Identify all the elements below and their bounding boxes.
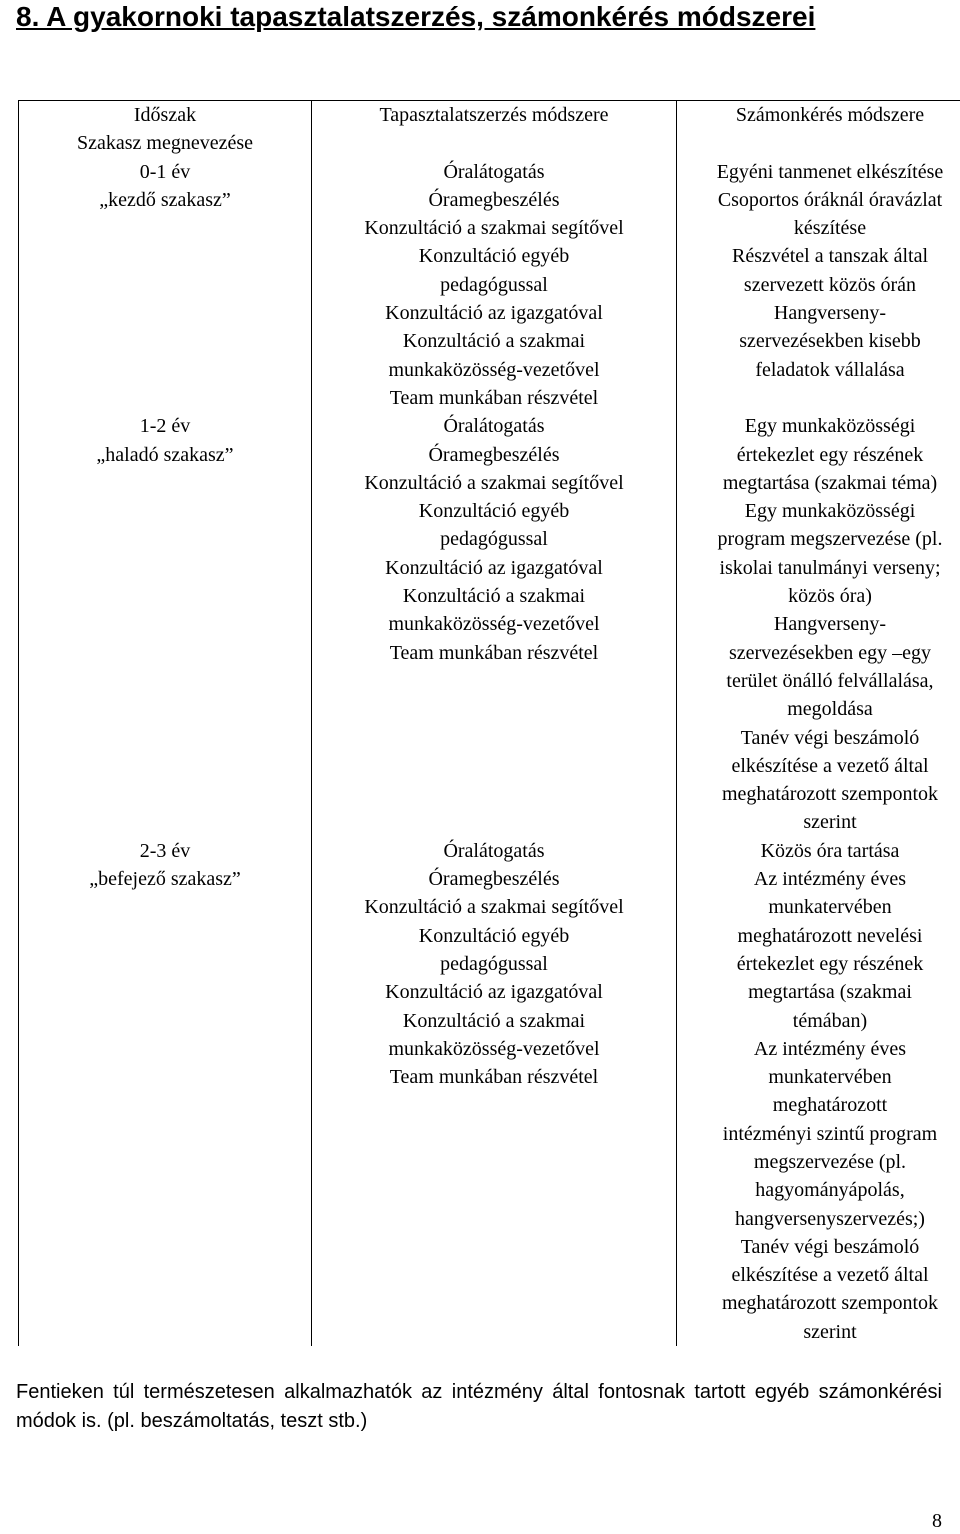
- assessment-line: meghatározott nevelési: [737, 924, 923, 947]
- method-line: Konzultáció a szakmai: [402, 585, 586, 608]
- header-period-cell: [19, 101, 312, 158]
- assessment-line: megtartása (szakmai téma): [722, 471, 938, 494]
- method-line: Óralátogatás: [443, 415, 545, 438]
- methods-cell: [312, 837, 677, 1346]
- assessment-line: Csoportos óráknál óravázlat: [717, 188, 943, 211]
- assessment-line: Hangverseny-: [773, 302, 887, 325]
- method-line: Konzultáció a szakmai: [402, 330, 586, 353]
- period-line: 0-1 év: [139, 160, 191, 183]
- assessment-line: hagyományápolás,: [755, 1179, 905, 1202]
- method-line: Konzultáció az igazgatóval: [385, 302, 603, 325]
- methods-cell: [312, 158, 677, 413]
- assessment-line: munkatervében: [768, 1066, 892, 1089]
- assessment-line: Az intézmény éves: [753, 1037, 907, 1060]
- method-line: Konzultáció a szakmai segítővel: [364, 471, 624, 494]
- method-line: munkaközösség-vezetővel: [388, 613, 600, 636]
- assessment-line: Tanév végi beszámoló: [740, 1235, 920, 1258]
- assessment-line: közös óra): [788, 585, 872, 608]
- assessment-line: meghatározott: [772, 1094, 888, 1117]
- assessment-line: Egyéni tanmenet elkészítése: [716, 160, 944, 183]
- table-header-row: [19, 101, 960, 158]
- assessment-cell: [677, 837, 960, 1346]
- header-methods-label: Tapasztalatszerzés módszere: [379, 104, 609, 126]
- period-cell: [19, 158, 312, 413]
- assessment-line: szervezésekben egy –egy: [728, 641, 932, 664]
- assessment-line: munkatervében: [768, 896, 892, 919]
- assessment-line: készítése: [793, 217, 867, 240]
- assessment-line: elkészítése a vezető által: [731, 1264, 929, 1287]
- assessment-line: megoldása: [787, 698, 873, 721]
- method-line: Team munkában részvétel: [389, 1066, 599, 1089]
- method-line: pedagógussal: [440, 273, 548, 296]
- method-line: Team munkában részvétel: [389, 386, 599, 409]
- method-line: Óramegbeszélés: [428, 443, 560, 466]
- method-line: Óramegbeszélés: [428, 868, 560, 891]
- method-line: Konzultáció egyéb: [418, 245, 570, 268]
- method-line: Konzultáció a szakmai segítővel: [364, 896, 624, 919]
- method-line: munkaközösség-vezetővel: [388, 358, 600, 381]
- assessment-line: értekezlet egy részének: [736, 443, 924, 466]
- method-line: Óralátogatás: [443, 160, 545, 183]
- period-cell: [19, 837, 312, 1346]
- method-line: Konzultáció egyéb: [418, 500, 570, 523]
- assessment-line: intézményi szintű program: [722, 1122, 938, 1145]
- assessment-line: meghatározott szempontok: [721, 783, 939, 806]
- method-line: Konzultáció a szakmai segítővel: [364, 217, 624, 240]
- period-cell: [19, 412, 312, 836]
- assessment-line: megszervezése (pl.: [753, 1150, 907, 1173]
- assessment-line: meghatározott szempontok: [721, 1292, 939, 1315]
- assessment-line: Egy munkaközösségi: [744, 500, 916, 523]
- period-line: „haladó szakasz”: [96, 443, 234, 466]
- method-line: pedagógussal: [440, 952, 548, 975]
- assessment-line: Hangverseny-: [773, 613, 887, 636]
- assessment-line: iskolai tanulmányi verseny;: [719, 556, 941, 579]
- period-line: „befejező szakasz”: [89, 868, 241, 891]
- table-row: [19, 158, 960, 413]
- table-row: [19, 837, 960, 1346]
- period-line: 2-3 év: [139, 839, 191, 862]
- page-number: 8: [932, 1510, 942, 1532]
- table-row: [19, 412, 960, 836]
- assessment-line: szerint: [803, 1320, 857, 1343]
- method-line: Óralátogatás: [443, 839, 545, 862]
- header-methods-cell: [312, 101, 677, 158]
- assessment-line: témában): [792, 1009, 868, 1032]
- period-line: „kezdő szakasz”: [99, 188, 231, 211]
- header-stage-label: Szakasz megnevezése: [76, 132, 253, 155]
- assessment-line: Az intézmény éves: [753, 868, 907, 891]
- assessment-line: Közös óra tartása: [760, 839, 900, 862]
- method-line: Óramegbeszélés: [428, 188, 560, 211]
- assessment-line: szerint: [803, 811, 857, 834]
- training-methods-table: [18, 100, 960, 1346]
- assessment-cell: [677, 158, 960, 413]
- assessment-line: hangversenyszervezés;): [735, 1207, 925, 1230]
- assessment-line: szervezésekben kisebb: [739, 330, 921, 353]
- assessment-line: feladatok vállalása: [755, 358, 905, 381]
- assessment-line: Egy munkaközösségi: [744, 415, 916, 438]
- methods-cell: [312, 412, 677, 836]
- method-line: Konzultáció az igazgatóval: [385, 556, 603, 579]
- section-heading: 8. A gyakornoki tapasztalatszerzés, számonkérés módszerei: [16, 1, 816, 32]
- assessment-line: elkészítése a vezető által: [731, 754, 929, 777]
- assessment-line: megtartása (szakmai: [748, 981, 912, 1004]
- assessment-cell: [677, 412, 960, 836]
- assessment-line: szervezett közös órán: [743, 273, 917, 296]
- header-assessment-label: Számonkérés módszere: [735, 104, 925, 126]
- assessment-line: Részvétel a tanszak által: [731, 245, 928, 268]
- method-line: Konzultáció a szakmai: [402, 1009, 586, 1032]
- footer-note: Fentieken túl természetesen alkalmazhatók az intézmény által fontosnak tartott egyéb számonkérési módok is. (pl. beszámoltatás, teszt stb.): [16, 1381, 942, 1432]
- method-line: munkaközösség-vezetővel: [388, 1037, 600, 1060]
- assessment-line: értekezlet egy részének: [736, 952, 924, 975]
- method-line: Konzultáció egyéb: [418, 924, 570, 947]
- assessment-line: terület önálló felvállalása,: [726, 669, 934, 692]
- period-line: 1-2 év: [139, 415, 191, 438]
- method-line: Konzultáció az igazgatóval: [385, 981, 603, 1004]
- method-line: pedagógussal: [440, 528, 548, 551]
- method-line: Team munkában részvétel: [389, 641, 599, 664]
- header-period-label: Időszak: [133, 104, 197, 126]
- header-assessment-cell: [677, 101, 960, 158]
- assessment-line: program megszervezése (pl.: [717, 528, 943, 551]
- assessment-line: Tanév végi beszámoló: [740, 726, 920, 749]
